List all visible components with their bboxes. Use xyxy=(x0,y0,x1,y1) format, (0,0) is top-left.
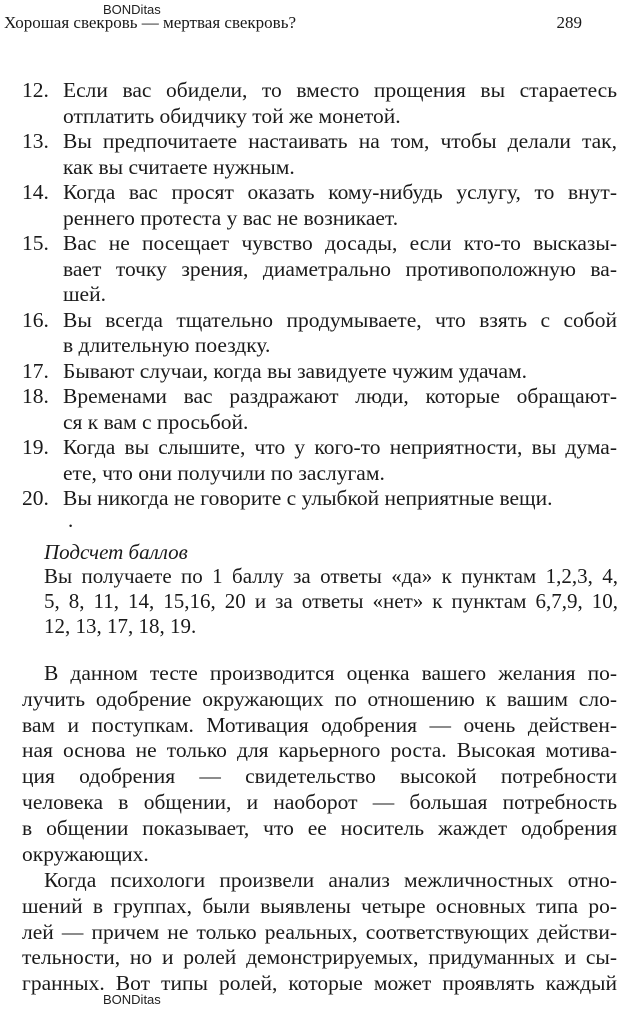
paragraph-line: лей — причем не только реальных, соответствующих действи- xyxy=(22,919,617,944)
item-line: Вас не посещает чувство досады, если кто-то высказы- xyxy=(63,231,617,255)
item-number: 17. xyxy=(22,358,49,383)
paragraph-line: ция одобрения — свидетельство высокой потребности xyxy=(22,764,617,789)
item-line: ете, что они получили по заслугам. xyxy=(63,460,385,485)
running-head: Хорошая свекровь — мертвая свекровь? xyxy=(4,13,296,32)
list-item xyxy=(0,308,620,359)
item-text xyxy=(63,384,617,435)
item-text xyxy=(63,180,617,231)
list-item xyxy=(0,359,620,385)
item-number: 15. xyxy=(22,231,49,255)
paragraph-line: шений в группах, были выявлены четыре основных типа ро- xyxy=(22,893,617,918)
list-item xyxy=(0,180,620,231)
watermark-top: BONDitas xyxy=(103,2,161,17)
item-number: 14. xyxy=(22,180,49,204)
item-line: как вы считаете нужным. xyxy=(63,154,295,179)
item-line: вает точку зрения, диаметрально противоположную ва- xyxy=(63,256,617,281)
scoring-title: Подсчет баллов xyxy=(44,540,188,564)
item-line: Временами вас раздражают люди, которые обращают- xyxy=(63,384,617,408)
item-line: шей. xyxy=(63,282,106,306)
item-line: Вы предпочитаете настаивать на том, чтобы делали так, xyxy=(63,129,617,153)
item-line: Если вас обидели, то вместо прощения вы стараетесь xyxy=(63,78,617,102)
scoring-line: 5, 8, 11, 14, 15,16, 20 и за ответы «нет» к пунктам 6,7,9, 10, xyxy=(44,589,618,613)
item-text xyxy=(63,359,617,385)
scoring-line: Вы получаете по 1 баллу за ответы «да» к пунктам 1,2,3, 4, xyxy=(44,564,618,588)
item-text xyxy=(63,486,617,512)
list-item xyxy=(0,435,620,486)
paragraph-line: лучить одобрение окружающих по отношению к вашим сло- xyxy=(22,686,617,711)
paragraph-line: Когда психологи произвели анализ межличностных отно- xyxy=(44,868,617,892)
list-item xyxy=(0,231,620,308)
item-line: Когда вы слышите, что у кого-то неприятности, вы дума- xyxy=(63,435,617,459)
item-text xyxy=(63,129,617,180)
item-number: 13. xyxy=(22,129,49,153)
list-item xyxy=(0,78,620,129)
paragraph-line: гранных. Вот типы ролей, которые может проявлять каждый xyxy=(22,971,617,996)
item-line: реннего протеста у вас не возникает. xyxy=(63,205,399,230)
item-line: Бывают случаи, когда вы завидуете чужим удачам. xyxy=(63,358,527,383)
item-number: 18. xyxy=(22,384,49,408)
paragraph-line: вам и поступкам. Мотивация одобрения — очень действен- xyxy=(22,712,617,737)
watermark-bottom: BONDitas xyxy=(103,992,161,1007)
item-number: 19. xyxy=(22,435,49,459)
item-number: 12. xyxy=(22,78,49,102)
item-text xyxy=(63,231,617,308)
item-text xyxy=(63,78,617,129)
stray-dot: . xyxy=(68,508,74,532)
item-number: 20. xyxy=(22,486,49,510)
paragraph-line: в общении показывает, что ее носитель жаждет одобрения xyxy=(22,815,617,840)
scoring-line: 12, 13, 17, 18, 19. xyxy=(44,614,197,638)
question-list xyxy=(0,78,620,512)
item-line: Вы никогда не говорите с улыбкой неприятные вещи. xyxy=(63,486,553,510)
paragraph-line: тельности, но и ролей демонстрируемых, придуманных и сы- xyxy=(22,945,617,970)
list-item xyxy=(0,486,620,512)
paragraph-line: ная основа не только для карьерного роста. Высокая мотива- xyxy=(22,738,617,763)
item-line: Когда вас просят оказать кому-нибудь услугу, то внут- xyxy=(63,180,617,204)
item-line: Вы всегда тщательно продумываете, что взять с собой xyxy=(63,307,617,332)
page-number: 289 xyxy=(556,13,582,32)
item-text xyxy=(63,435,617,486)
item-text xyxy=(63,308,617,359)
item-number: 16. xyxy=(22,307,49,332)
paragraph-line: человека в общении, и наоборот — большая потребность xyxy=(22,789,617,814)
paragraph-line: окружающих. xyxy=(22,841,149,866)
paragraph-approval xyxy=(22,661,617,867)
list-item xyxy=(0,129,620,180)
list-item xyxy=(0,384,620,435)
paragraph-roles xyxy=(22,868,617,997)
item-line: ся к вам с просьбой. xyxy=(63,409,249,434)
item-line: в длительную поездку. xyxy=(63,333,271,357)
item-line: отплатить обидчику той же монетой. xyxy=(63,103,401,128)
scoring-section xyxy=(44,540,618,639)
paragraph-line: В данном тесте производится оценка вашего желания по- xyxy=(44,661,617,685)
